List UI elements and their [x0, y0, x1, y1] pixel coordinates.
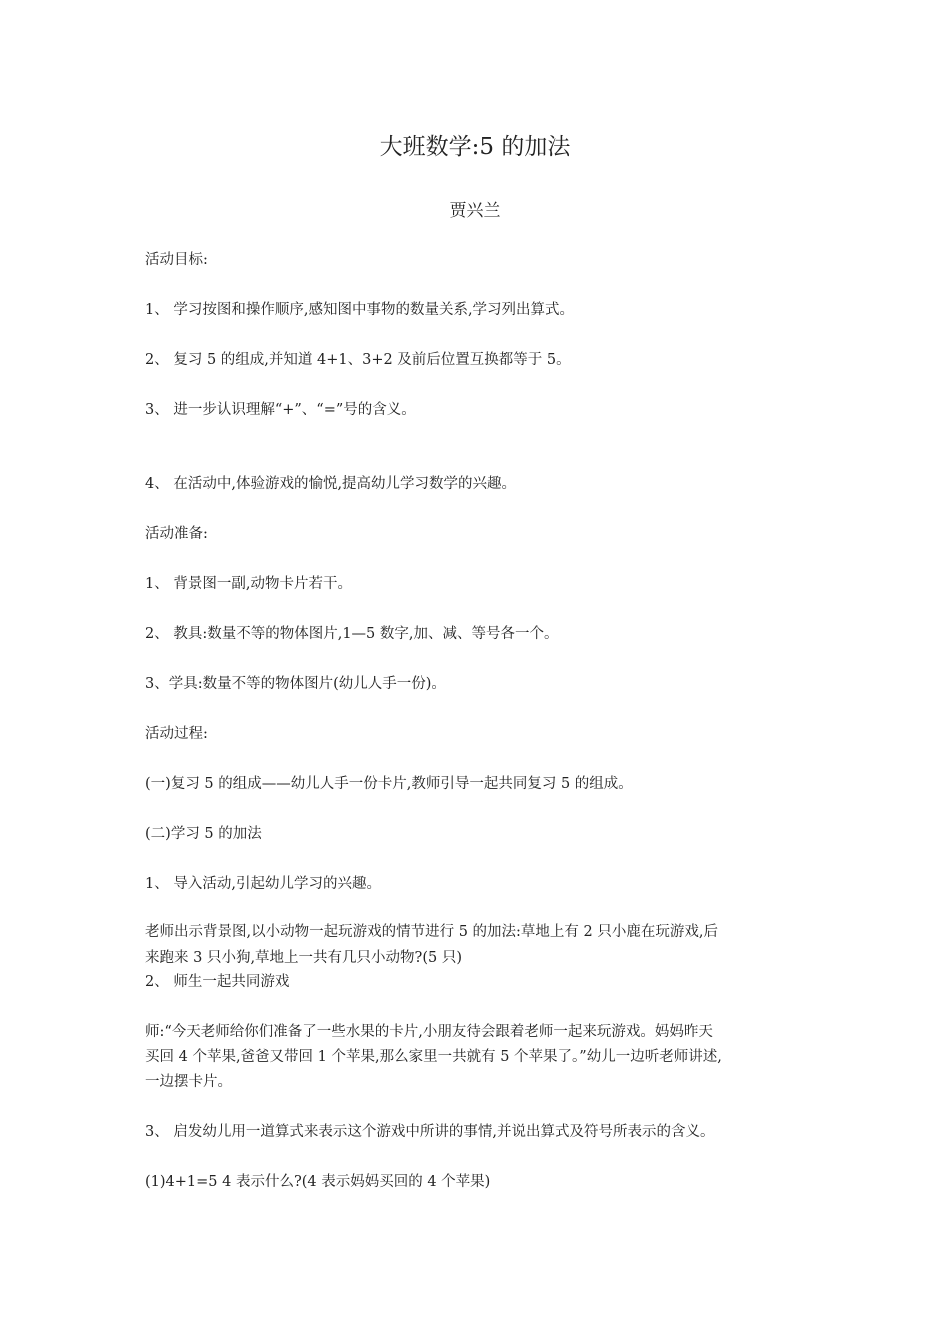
text-line: 1、 学习按图和操作顺序,感知图中事物的数量关系,学习列出算式。	[145, 302, 575, 318]
text-line: 老师出示背景图,以小动物一起玩游戏的情节进行 5 的加法:草地上有 2 只小鹿在玩游戏,后	[145, 924, 718, 940]
text-line: 2、 师生一起共同游戏	[145, 974, 290, 990]
text-line: (一)复习 5 的组成——幼儿人手一份卡片,教师引导一起共同复习 5 的组成。	[145, 776, 633, 792]
text-line: 1、 导入活动,引起幼儿学习的兴趣。	[145, 876, 381, 892]
document-author: 贾兴兰	[449, 201, 501, 221]
text-line: 师:“今天老师给你们准备了一些水果的卡片,小朋友待会跟着老师一起来玩游戏。妈妈昨天	[145, 1024, 713, 1040]
text-line: 4、 在活动中,体验游戏的愉悦,提高幼儿学习数学的兴趣。	[145, 476, 517, 492]
text-line: (二)学习 5 的加法	[145, 826, 262, 842]
text-line: (1)4+1=5 4 表示什么?(4 表示妈妈买回的 4 个苹果)	[145, 1174, 491, 1190]
document-title: 大班数学:5 的加法	[379, 134, 571, 160]
section-heading-preparation: 活动准备:	[145, 526, 208, 542]
text-line: 3、 启发幼儿用一道算式来表示这个游戏中所讲的事情,并说出算式及符号所表示的含义。	[145, 1124, 715, 1140]
text-line: 买回 4 个苹果,爸爸又带回 1 个苹果,那么家里一共就有 5 个苹果了。”幼儿一边听老师讲述,	[145, 1049, 722, 1065]
text-line: 3、学具:数量不等的物体图片(幼儿人手一份)。	[145, 676, 446, 692]
text-line: 3、 进一步认识理解“+”、“=”号的含义。	[145, 402, 416, 418]
section-heading-process: 活动过程:	[145, 726, 208, 742]
text-line: 来跑来 3 只小狗,草地上一共有几只小动物?(5 只)	[145, 950, 462, 966]
section-heading-goals: 活动目标:	[145, 252, 208, 268]
text-line: 2、 复习 5 的组成,并知道 4+1、3+2 及前后位置互换都等于 5。	[145, 352, 571, 368]
text-line: 1、 背景图一副,动物卡片若干。	[145, 576, 352, 592]
text-line: 2、 教具:数量不等的物体图片,1—5 数字,加、减、等号各一个。	[145, 626, 559, 642]
text-line: 一边摆卡片。	[145, 1074, 232, 1090]
